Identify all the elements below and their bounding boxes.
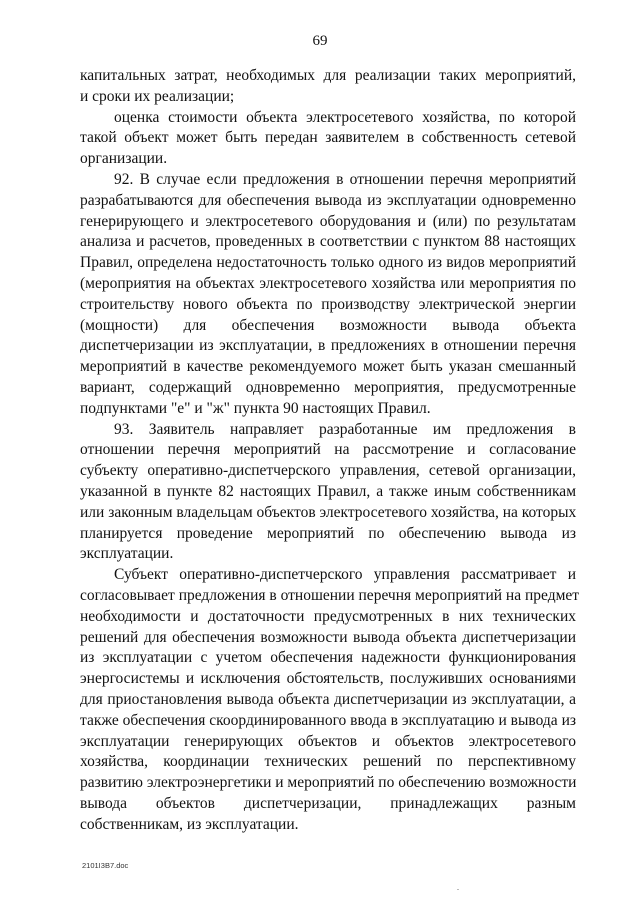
text-line: энергосистемы и исключения обстоятельств, послуживших основаниями <box>80 670 576 688</box>
text-line: Субъект оперативно-диспетчерского управления рассматривает и <box>114 566 576 584</box>
text-line: вывода объектов диспетчеризации, принадлежащих разным <box>80 794 576 812</box>
text-line: согласовывает предложения в отношении перечня мероприятий на предмет <box>80 586 580 604</box>
text-line: необходимости и достаточности предусмотренных в них технических <box>80 607 576 625</box>
text-line: (мощности) для обеспечения возможности вывода объекта <box>80 316 576 334</box>
text-line: организации. <box>80 150 168 168</box>
text-line: Правил, определена недостаточность только одного из видов мероприятий <box>80 254 576 272</box>
text-line: разрабатываются для обеспечения вывода из эксплуатации одновременно <box>80 191 576 209</box>
file-name-footer: 2101I3B7.doc <box>82 861 129 870</box>
page-number: 69 <box>312 33 328 49</box>
text-line: из эксплуатации с учетом обеспечения надежности функционирования <box>80 649 576 667</box>
text-line: (мероприятия на объектах электросетевого хозяйства или мероприятия по <box>80 274 576 292</box>
text-line: 93. Заявитель направляет разработанные им предложения в <box>114 420 576 438</box>
text-line: и сроки их реализации; <box>80 87 235 105</box>
text-line: собственникам, из эксплуатации. <box>80 815 299 833</box>
text-line: или законным владельцам объектов электросетевого хозяйства, на которых <box>80 503 577 521</box>
text-line: отношении перечня мероприятий на рассмотрение и согласование <box>80 441 576 459</box>
text-line: решений для обеспечения возможности вывода объекта диспетчеризации <box>80 628 576 646</box>
text-line: мероприятий в качестве рекомендуемого может быть указан смешанный <box>80 358 576 376</box>
text-line: подпунктами "е" и "ж" пункта 90 настоящих Правил. <box>80 399 431 417</box>
text-line: вариант, содержащий одновременно мероприятия, предусмотренные <box>80 378 576 396</box>
text-line: диспетчеризации из эксплуатации, в предложениях в отношении перечня <box>80 337 576 355</box>
text-line: строительству нового объекта по производству электрической энергии <box>80 295 576 313</box>
text-line: для приостановления вывода объекта диспетчеризации из эксплуатации, а <box>80 690 576 708</box>
text-line: субъекту оперативно-диспетчерского управления, сетевой организации, <box>80 462 576 480</box>
text-line: генерирующего и электросетевого оборудования и (или) по результатам <box>80 212 576 230</box>
text-line: 92. В случае если предложения в отношении перечня мероприятий <box>114 170 576 188</box>
text-line: хозяйства, координации технических решений по перспективному <box>80 753 576 771</box>
text-line: указанной в пункте 82 настоящих Правил, а также иным собственникам <box>80 482 576 500</box>
text-line: эксплуатации. <box>80 545 174 563</box>
text-line: такой объект может быть передан заявителем в собственность сетевой <box>80 129 576 147</box>
text-line: анализа и расчетов, проведенных в соответствии с пунктом 88 настоящих <box>80 233 576 251</box>
text-line: развитию электроэнергетики и мероприятий по обеспечению возможности <box>80 774 577 792</box>
text-line: также обеспечения скоординированного ввода в эксплуатацию и вывода из <box>80 711 576 729</box>
document-body <box>80 66 580 835</box>
text-line: планируется проведение мероприятий по обеспечению вывода из <box>80 524 576 542</box>
text-line: оценка стоимости объекта электросетевого хозяйства, по которой <box>114 108 576 126</box>
text-line: капитальных затрат, необходимых для реализации таких мероприятий, <box>80 67 576 84</box>
scan-speck <box>457 889 459 890</box>
text-line: эксплуатации генерирующих объектов и объектов электросетевого <box>80 732 576 750</box>
